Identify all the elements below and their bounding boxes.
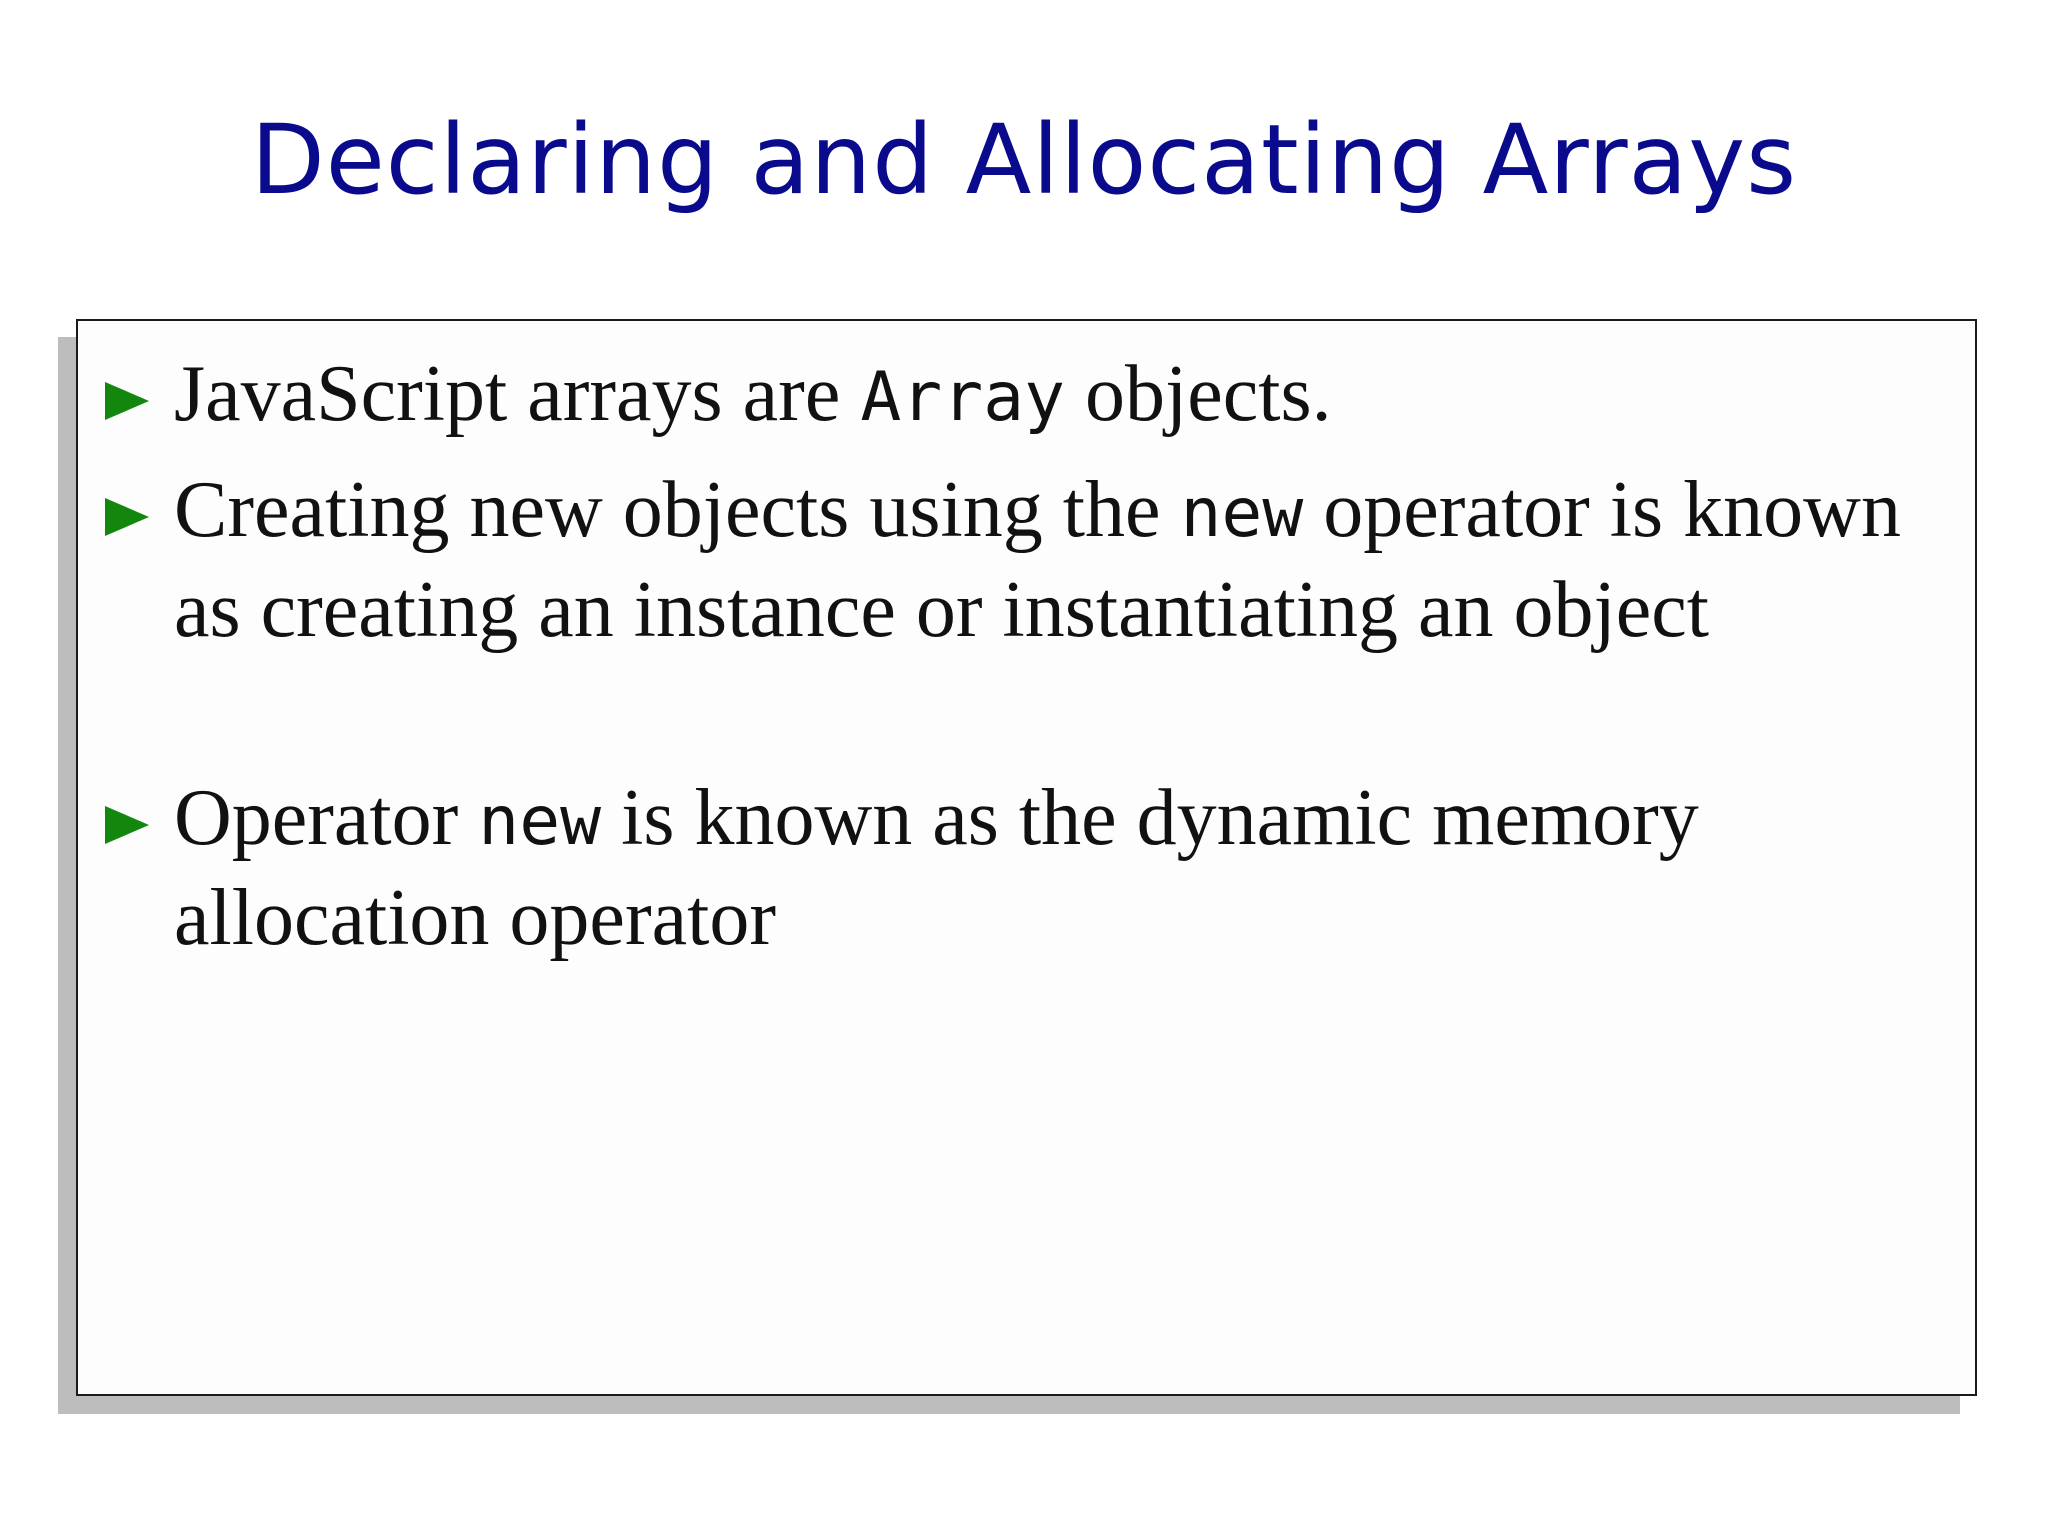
green-right-triangle-icon <box>105 806 149 844</box>
code-term: new <box>478 782 602 861</box>
bullet-text-before: Creating new objects using the <box>174 466 1181 554</box>
bullet-text-after: objects. <box>1065 350 1332 438</box>
content-box <box>76 319 1977 1396</box>
green-right-triangle-icon <box>105 382 149 420</box>
bullet-text <box>174 346 1954 446</box>
bullet-text-after: is known as the dynamic memory allocation operator <box>174 774 1699 962</box>
green-right-triangle-icon <box>105 498 149 536</box>
bullet-text <box>174 770 1954 967</box>
slide-title: Declaring and Allocating Arrays <box>250 104 1798 216</box>
code-term: new <box>1180 474 1304 553</box>
bullet-text-before: Operator <box>174 774 479 862</box>
bullet-text <box>174 462 1954 659</box>
bullet-text-after: operator is known as creating an instance or instantiating an object <box>174 466 1901 654</box>
code-term: Array <box>860 358 1066 437</box>
bullet-text-before: JavaScript arrays are <box>174 350 861 438</box>
